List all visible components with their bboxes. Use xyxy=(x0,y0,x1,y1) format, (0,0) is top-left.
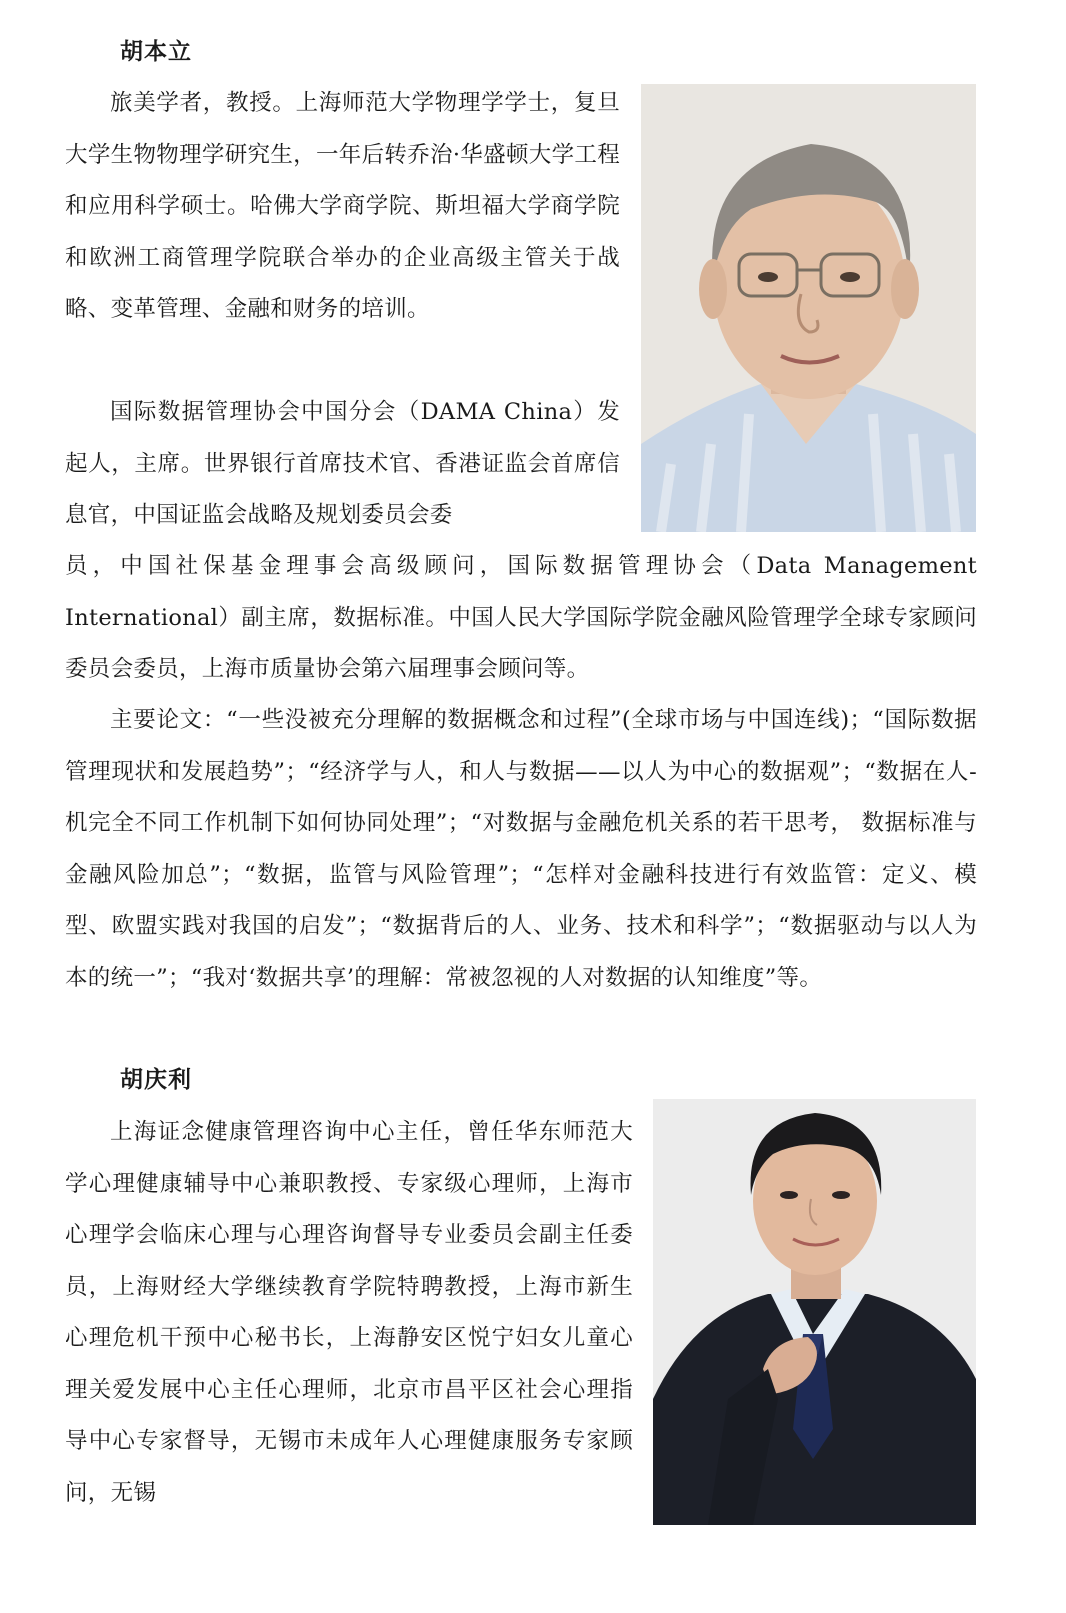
person1-bio-paragraph-2-continued: 员，中国社保基金理事会高级顾问，国际数据管理协会（Data Management International）副主席，数据标准。中国人民大学国际学院金融风险管理学全球专家顾问委员会委员，上海市质量协会第六届理事会顾问等。 xyxy=(65,553,977,682)
person2-bio-paragraph-1: 上海证念健康管理咨询中心主任，曾任华东师范大学心理健康辅导中心兼职教授、专家级心理师，上海市心理学会临床心理与心理咨询督导专业委员会副主任委员，上海财经大学继续教育学院特聘教授，上海市新生心理危机干预中心秘书长，上海静安区悦宁妇女儿童心理关爱发展中心主任心理师，北京市昌平区社会心理指导中心专家督导，无锡市未成年人心理健康服务专家顾问，无锡 xyxy=(65,1119,633,1506)
portrait-man-in-suit xyxy=(653,1099,976,1525)
person1-bio-paragraph-2: 国际数据管理协会中国分会（DAMA China）发起人，主席。世界银行首席技术官、香港证监会首席信息官，中国证监会战略及规划委员会委 xyxy=(65,399,620,528)
portrait-elderly-man xyxy=(641,84,976,532)
person1-photo xyxy=(641,84,976,532)
person1-name: 胡本立 xyxy=(120,39,192,65)
person1-bio-paragraph-1: 旅美学者，教授。上海师范大学物理学学士，复旦大学生物物理学研究生，一年后转乔治·华盛顿大学工程和应用科学硕士。哈佛大学商学院、斯坦福大学商学院和欧洲工商管理学院联合举办的企业高级主管关于战略、变革管理、金融和财务的培训。 xyxy=(65,90,620,322)
person2-name: 胡庆利 xyxy=(120,1067,192,1093)
person1-papers-paragraph: 主要论文：“一些没被充分理解的数据概念和过程”(全球市场与中国连线)；“国际数据管理现状和发展趋势”；“经济学与人，和人与数据——以人为中心的数据观”；“数据在人-机完全不同工作机制下如何协同处理”；“对数据与金融危机关系的若干思考， 数据标准与金融风险加总”；“数据，监管与风险管理”；“怎样对金融科技进行有效监管：定义、模型、欧盟实践对我国的启发”；“数据背后的人、业务、技术和科学”；“数据驱动与以人为本的统一”；“我对‘数据共享’的理解：常被忽视的人对数据的认知维度”等。 xyxy=(65,707,977,991)
person2-photo xyxy=(653,1099,976,1525)
